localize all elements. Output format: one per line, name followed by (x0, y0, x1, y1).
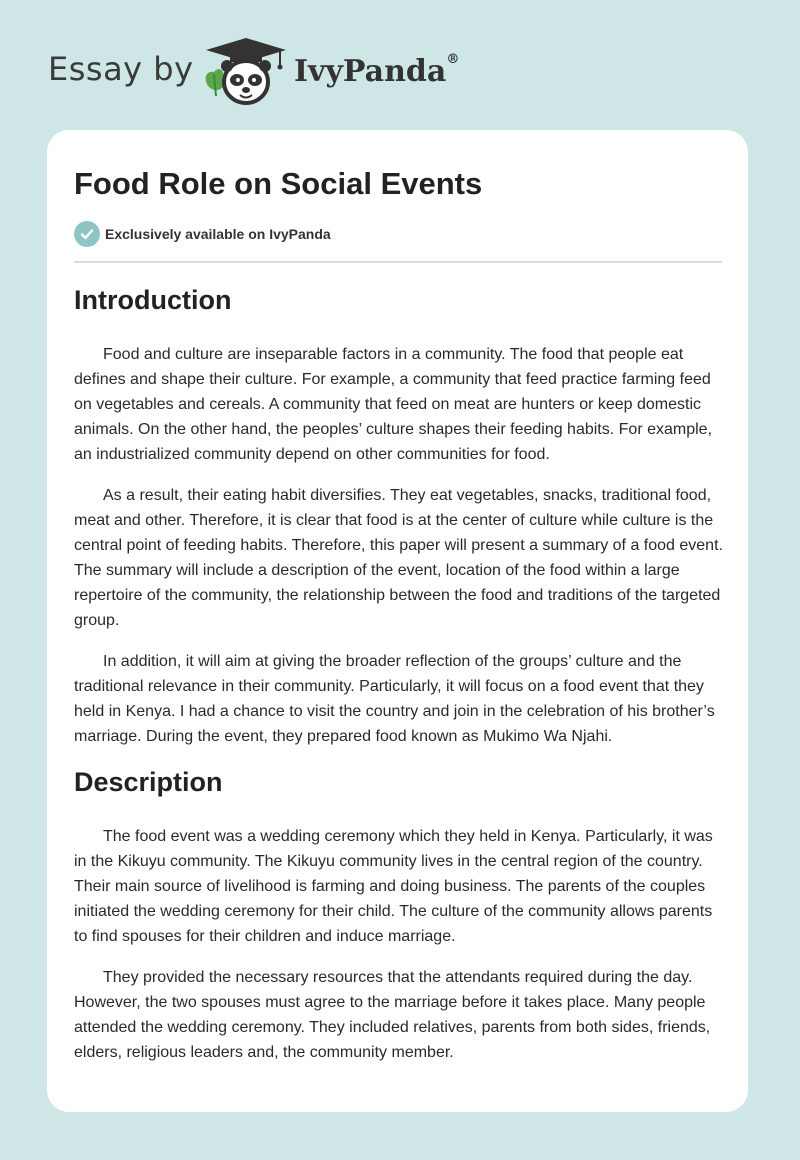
exclusive-badge (74, 221, 331, 247)
exclusive-text: Exclusively available on IvyPanda (105, 226, 331, 242)
section-description (74, 765, 724, 1065)
paragraph: They provided the necessary resources that the attendants required during the day. However, the two spouses must agree to the marriage before it takes place. Many people attended the wedding ceremony. They included relatives, parents from both sides, friends, elders, religious leaders and, the community member. (74, 969, 711, 1061)
panda-graduate-icon (200, 36, 292, 108)
brand-name: IvyPanda® (294, 52, 460, 89)
paragraph: In addition, it will aim at giving the broader reflection of the groups’ culture and the traditional relevance in their community. Particularly, it will focus on a food event that they held in Kenya. I had a chance to visit the country and join in the celebration of his brother’s marriage. During the event, they prepared food known as Mukimo Wa Njahi. (74, 653, 715, 745)
section-heading: Introduction (74, 285, 232, 315)
divider (74, 261, 722, 263)
essay-body (74, 283, 724, 1081)
paragraph: Food and culture are inseparable factors in a community. The food that people eat defines and shape their culture. For example, a community that feed practice farming feed on vegetables and cereals. A community that feed on meat are hunters or keep domestic animals. On the other hand, the peoples’ culture shapes their feeding habits. For example, an industrialized community depend on other communities for food. (74, 346, 713, 463)
page-title: Food Role on Social Events (74, 166, 483, 201)
site-header (48, 36, 508, 106)
essay-card (47, 130, 748, 1112)
registered-mark: ® (446, 52, 460, 67)
essay-by-label: Essay by (48, 50, 194, 88)
section-heading: Description (74, 767, 223, 797)
section-introduction (74, 283, 724, 749)
check-icon (74, 221, 100, 247)
paragraph: The food event was a wedding ceremony which they held in Kenya. Particularly, it was in the Kikuyu community. The Kikuyu community lives in the central region of the country. Their main source of livelihood is farming and doing business. The parents of the couples initiated the wedding ceremony for their child. The culture of the community allows parents to find spouses for their children and induce marriage. (74, 828, 713, 945)
paragraph: As a result, their eating habit diversifies. They eat vegetables, snacks, traditional food, meat and other. Therefore, it is clear that food is at the center of culture while culture is the central point of feeding habits. Therefore, this paper will present a summary of a food event. The summary will include a description of the event, location of the food within a large repertoire of the community, the relationship between the food and traditions of the targeted group. (74, 487, 723, 629)
